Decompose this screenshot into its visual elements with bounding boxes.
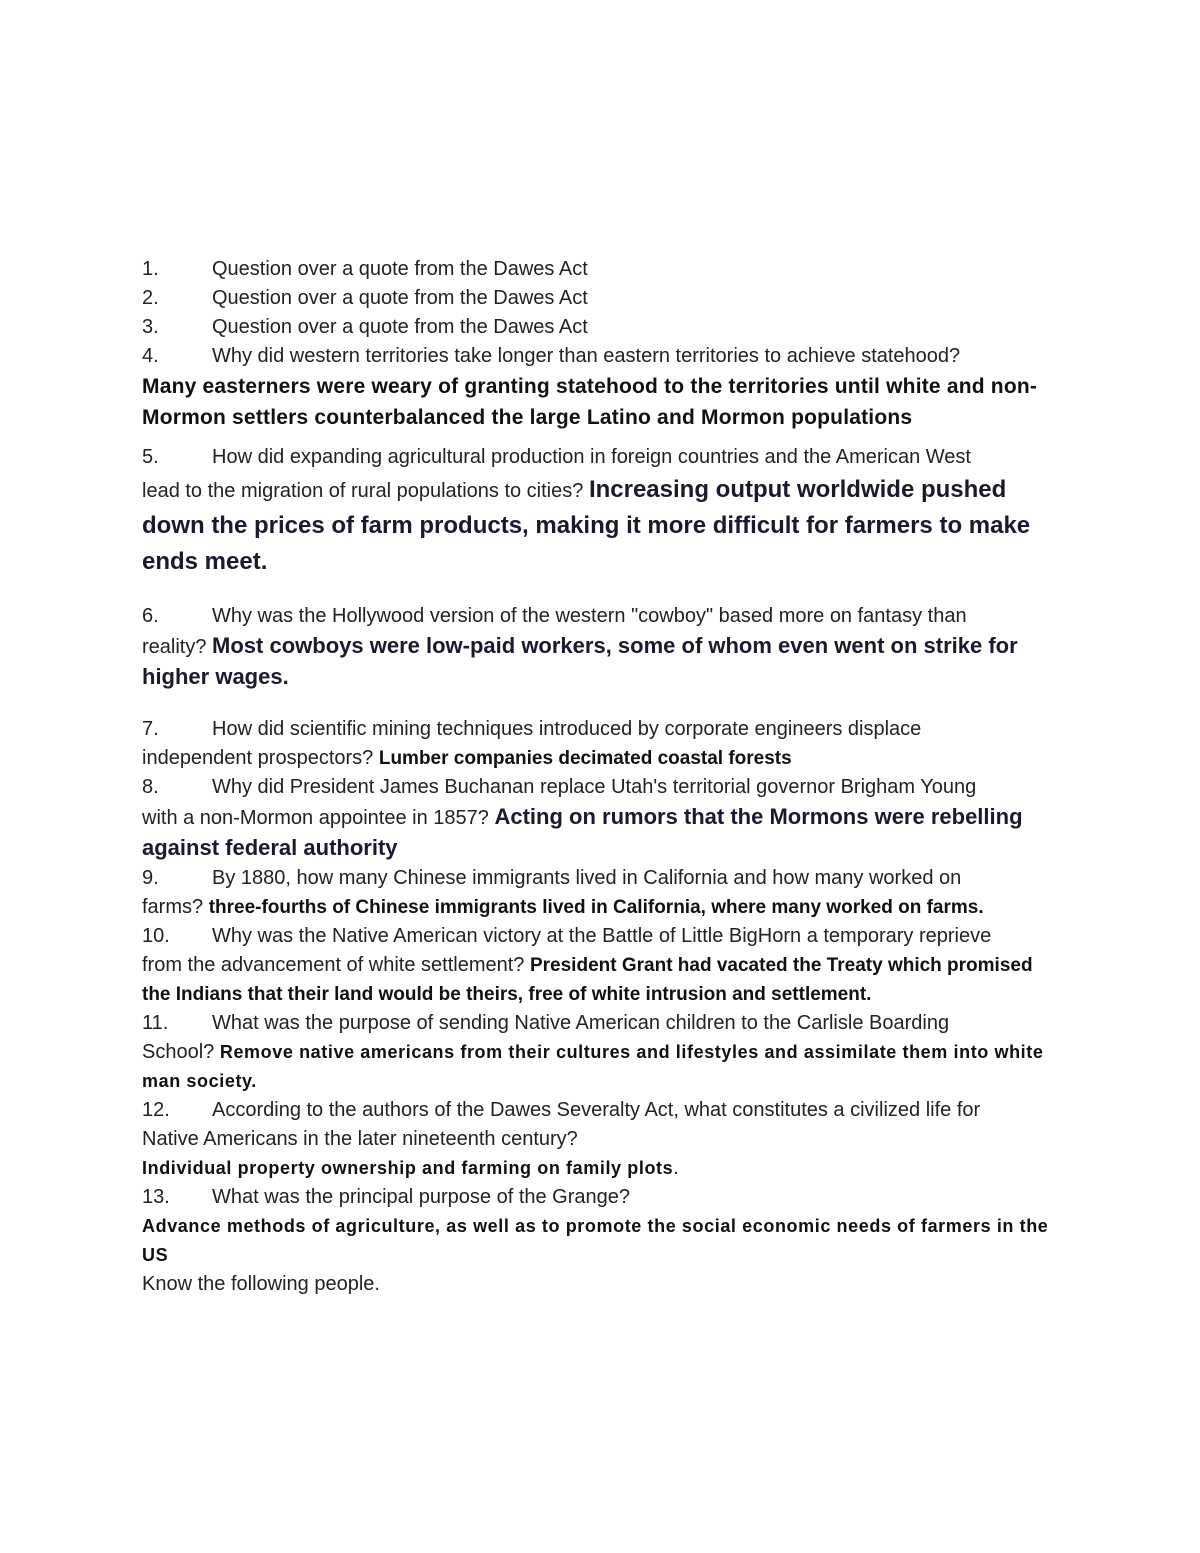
question-text: Why was the Native American victory at the Battle of Little BigHorn a temporary reprieve xyxy=(212,925,992,947)
answer-12: Individual property ownership and farming on family plots xyxy=(142,1158,674,1178)
question-number: 5. xyxy=(142,446,159,468)
question-list xyxy=(142,255,1062,1299)
question-5 xyxy=(142,443,1062,580)
question-text: Why did western territories take longer than eastern territories to achieve statehood? xyxy=(212,345,961,367)
question-number: 1. xyxy=(142,258,159,280)
question-text-cont: from the advancement of white settlement? xyxy=(142,954,525,976)
question-text: Question over a quote from the Dawes Act xyxy=(212,316,588,338)
answer-4: Many easterners were weary of granting statehood to the territories until white and non-Mormon settlers counterbalanced the large Latino and Mormon populations xyxy=(142,375,1038,429)
question-text: Question over a quote from the Dawes Act xyxy=(212,258,588,280)
question-12 xyxy=(142,1096,1062,1183)
question-number: 6. xyxy=(142,605,159,627)
question-number: 4. xyxy=(142,345,159,367)
question-6 xyxy=(142,602,1062,693)
question-number: 12. xyxy=(142,1099,170,1121)
question-text-cont: Native Americans in the later nineteenth century? xyxy=(142,1128,578,1150)
question-text-cont: reality? xyxy=(142,636,207,658)
question-8 xyxy=(142,773,1062,864)
question-text-cont: farms? xyxy=(142,896,204,918)
question-number: 8. xyxy=(142,776,159,798)
answer-10: President Grant had vacated the Treaty which promised the Indians that their land would be theirs, free of white intrusion and settlement. xyxy=(142,955,1033,1005)
question-13 xyxy=(142,1183,1062,1270)
answer-12-period: . xyxy=(673,1157,679,1179)
question-number: 2. xyxy=(142,287,159,309)
answer-7: Lumber companies decimated coastal forests xyxy=(378,748,792,769)
question-text: How did scientific mining techniques introduced by corporate engineers displace xyxy=(212,718,922,740)
question-text: Why was the Hollywood version of the western "cowboy" based more on fantasy than xyxy=(212,605,967,627)
question-text-cont: School? xyxy=(142,1041,215,1063)
question-number: 10. xyxy=(142,925,170,947)
answer-5: Increasing output worldwide pushed down the prices of farm products, making it more difficult for farmers to make ends meet. xyxy=(142,476,1031,575)
question-9 xyxy=(142,864,1062,922)
question-3 xyxy=(142,313,1062,342)
question-text-cont: independent prospectors? xyxy=(142,747,374,769)
question-1 xyxy=(142,255,1062,284)
answer-8: Acting on rumors that the Mormons were rebelling against federal authority xyxy=(142,804,1023,860)
question-7 xyxy=(142,715,1062,773)
question-number: 7. xyxy=(142,718,159,740)
question-10 xyxy=(142,922,1062,1009)
question-text: What was the purpose of sending Native American children to the Carlisle Boarding xyxy=(212,1012,950,1034)
question-4 xyxy=(142,342,1062,371)
closing-note: Know the following people. xyxy=(142,1273,380,1295)
question-text-cont: with a non-Mormon appointee in 1857? xyxy=(142,807,489,829)
question-text: How did expanding agricultural production in foreign countries and the American West xyxy=(212,446,971,468)
question-number: 11. xyxy=(142,1012,169,1034)
question-text-cont: lead to the migration of rural populations to cities? xyxy=(142,480,584,502)
question-text: Question over a quote from the Dawes Act xyxy=(212,287,588,309)
answer-11: Remove native americans from their cultures and lifestyles and assimilate them into white man society. xyxy=(142,1042,1044,1091)
question-text: What was the principal purpose of the Grange? xyxy=(212,1186,631,1208)
answer-6: Most cowboys were low-paid workers, some of whom even went on strike for higher wages. xyxy=(142,633,1018,689)
question-number: 13. xyxy=(142,1186,170,1208)
question-2 xyxy=(142,284,1062,313)
question-number: 3. xyxy=(142,316,159,338)
question-11 xyxy=(142,1009,1062,1096)
question-text: According to the authors of the Dawes Severalty Act, what constitutes a civilized life for xyxy=(212,1099,981,1121)
answer-9: three-fourths of Chinese immigrants lived in California, where many worked on farms. xyxy=(208,897,984,918)
question-number: 9. xyxy=(142,867,159,889)
question-text: By 1880, how many Chinese immigrants lived in California and how many worked on xyxy=(212,867,962,889)
answer-13: Advance methods of agriculture, as well as to promote the social economic needs of farmers in the US xyxy=(142,1216,1049,1265)
question-text: Why did President James Buchanan replace Utah's territorial governor Brigham Young xyxy=(212,776,977,798)
